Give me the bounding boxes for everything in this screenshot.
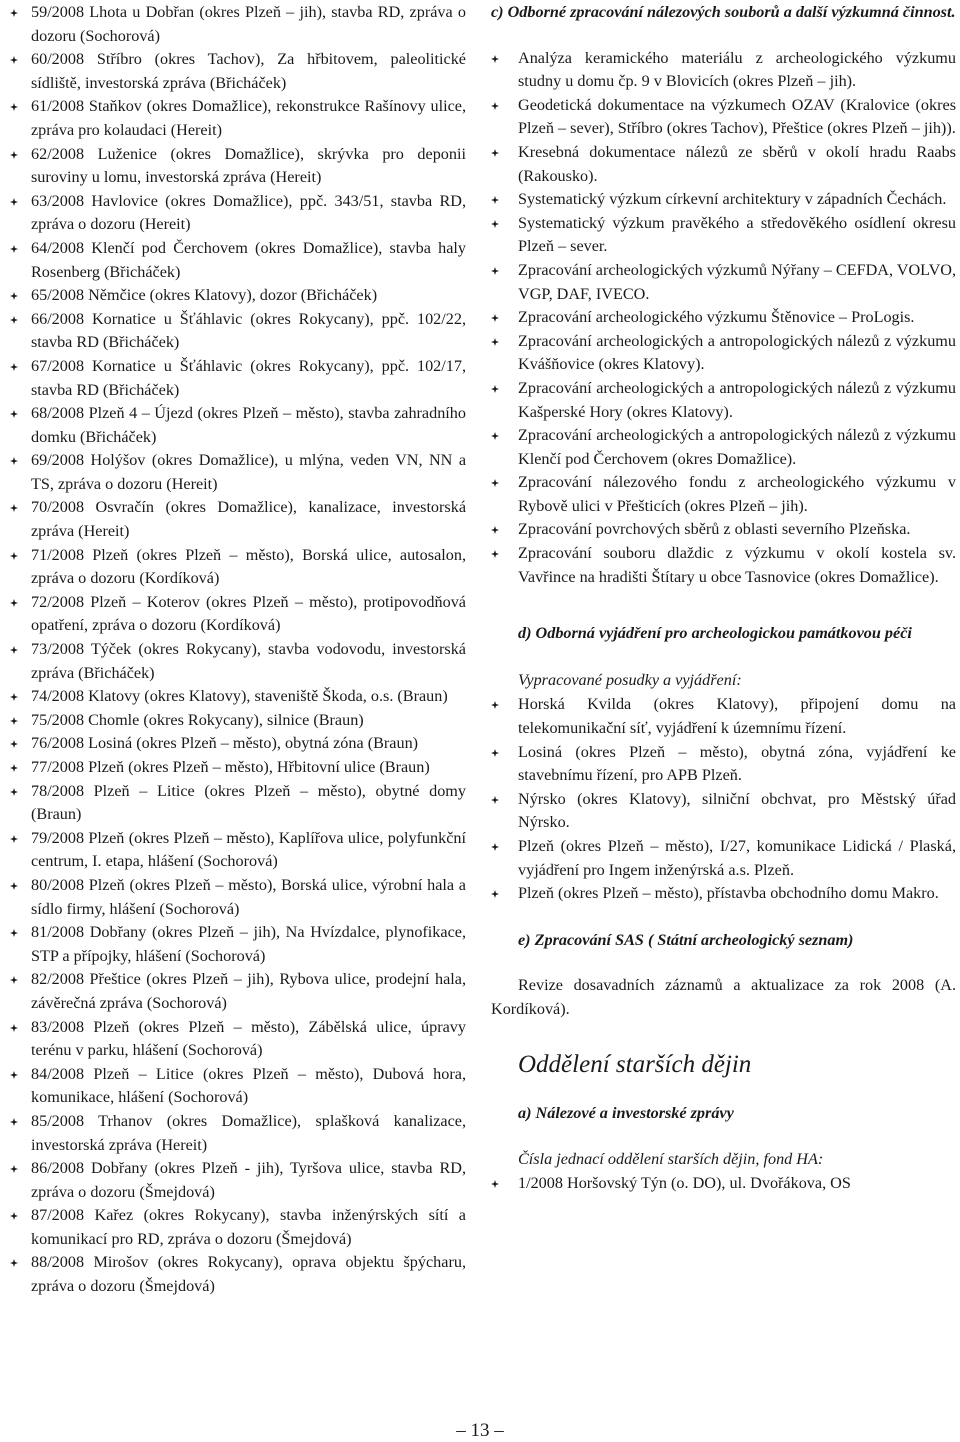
- list-item: [491, 47, 956, 94]
- list-item-text: Zpracování archeologických a antropologických nálezů z výzkumu Klenčí pod Čerchovem (okres Domažlice).: [518, 426, 956, 468]
- list-item-text: 1/2008 Horšovský Týn (o. DO), ul. Dvořákova, OS: [518, 1173, 851, 1192]
- list-item-text: 73/2008 Týček (okres Rokycany), stavba vodovodu, investorská zpráva (Břicháček): [31, 640, 466, 682]
- bullet-icon: [491, 338, 499, 346]
- list-item: [10, 756, 466, 780]
- bullet-icon: [10, 788, 18, 796]
- bullet-icon: [10, 292, 18, 300]
- section-e-text: Revize dosavadních záznamů a aktualizace za rok 2008 (A. Kordíková).: [491, 976, 956, 1018]
- list-item: [10, 1157, 466, 1204]
- section-d-subtitle: Vypracované posudky a vyjádření:: [518, 670, 742, 689]
- section-e-title: e) Zpracování SAS ( Státní archeologický seznam): [518, 930, 854, 949]
- list-item: [491, 1172, 956, 1196]
- list-item-text: 64/2008 Klenčí pod Čerchovem (okres Domažlice), stavba haly Rosenberg (Břicháček): [31, 238, 466, 281]
- list-item: [10, 1, 466, 48]
- list-item: [10, 1110, 466, 1157]
- bullet-icon: [10, 198, 18, 206]
- list-item-text: Zpracování povrchových sběrů z oblasti severního Plzeňska.: [518, 520, 911, 539]
- list-item-text: Geodetická dokumentace na výzkumech OZAV (Kralovice (okres Plzeň – sever), Stříbro (okres Tachov), Přeštice (okres Plzeň – jih)).: [518, 95, 956, 138]
- list-item: [10, 544, 466, 591]
- list-item: [10, 1251, 466, 1298]
- list-item-text: 59/2008 Lhota u Dobřan (okres Plzeň – jih), stavba RD, zpráva o dozoru (Sochorová): [31, 3, 466, 45]
- list-item: [10, 190, 466, 237]
- list-item-text: Zpracování archeologických a antropologických nálezů z výzkumu Kvášňovice (okres Klatovy).: [518, 331, 956, 374]
- list-item-text: 65/2008 Němčice (okres Klatovy), dozor (Břicháček): [31, 286, 378, 305]
- list-item: [10, 355, 466, 402]
- bullet-icon: [10, 103, 18, 111]
- section-a-list: [491, 1172, 956, 1196]
- bullet-icon: [10, 1071, 18, 1079]
- section-c-list: [491, 47, 956, 590]
- list-item-text: 62/2008 Luženice (okres Domažlice), skrývka pro deponii suroviny u lomu, investorská zpráva (Hereit): [31, 144, 466, 187]
- list-item-text: 83/2008 Plzeň (okres Plzeň – město), Zábělská ulice, úpravy terénu v parku, hlášení (Sochorová): [31, 1017, 466, 1060]
- bullet-icon: [491, 749, 499, 757]
- list-item-text: 66/2008 Kornatice u Šťáhlavic (okres Rokycany), ppč. 102/22, stavba RD (Břicháček): [31, 309, 466, 352]
- list-item: [491, 542, 956, 589]
- bullet-icon: [10, 882, 18, 890]
- bullet-icon: [491, 796, 499, 804]
- bullet-icon: [10, 56, 18, 64]
- section-a-subtitle: Čísla jednací oddělení starších dějin, fond HA:: [518, 1150, 824, 1169]
- list-item: [10, 237, 466, 284]
- list-item: [491, 835, 956, 882]
- list-item: [10, 143, 466, 190]
- list-item: [10, 48, 466, 95]
- bullet-icon: [491, 701, 499, 709]
- bullet-icon: [10, 1024, 18, 1032]
- list-item: [10, 780, 466, 827]
- bullet-icon: [10, 764, 18, 772]
- bullet-icon: [10, 245, 18, 253]
- section-a-title: a) Nálezové a investorské zprávy: [518, 1103, 734, 1122]
- list-item: [491, 882, 956, 906]
- list-item-text: 84/2008 Plzeň – Litice (okres Plzeň – město), Dubová hora, komunikace, hlášení (Sochorová): [31, 1064, 466, 1107]
- bullet-icon: [491, 843, 499, 851]
- list-item: [491, 788, 956, 835]
- list-item: [10, 968, 466, 1015]
- list-item: [491, 94, 956, 141]
- bullet-icon: [491, 55, 499, 63]
- bullet-icon: [10, 646, 18, 654]
- list-item: [10, 921, 466, 968]
- list-item: [10, 284, 466, 308]
- bullet-icon: [10, 151, 18, 159]
- list-item-text: 68/2008 Plzeň 4 – Újezd (okres Plzeň – město), stavba zahradního domku (Břicháček): [31, 404, 466, 446]
- list-item-text: 82/2008 Přeštice (okres Plzeň – jih), Rybova ulice, prodejní hala, závěrečná zpráva (Sochorová): [31, 970, 466, 1012]
- list-item-text: 76/2008 Losiná (okres Plzeň – město), obytná zóna (Braun): [31, 734, 419, 753]
- list-item-text: 77/2008 Plzeň (okres Plzeň – město), Hřbitovní ulice (Braun): [31, 758, 430, 776]
- list-item: [10, 1016, 466, 1063]
- bullet-icon: [491, 102, 499, 110]
- list-item: [491, 377, 956, 424]
- list-item-text: Losiná (okres Plzeň – město), obytná zóna, vyjádření ke stavebnímu řízení, pro APB Plzeň.: [518, 742, 956, 785]
- bullet-icon: [491, 267, 499, 275]
- bullet-icon: [10, 599, 18, 607]
- list-item-text: 85/2008 Trhanov (okres Domažlice), splašková kanalizace, investorská zpráva (Hereit): [31, 1111, 466, 1154]
- right-column: [491, 0, 956, 1195]
- list-item-text: 74/2008 Klatovy (okres Klatovy), staveniště Škoda, o.s. (Braun): [31, 687, 448, 706]
- list-item-text: Plzeň (okres Plzeň – město), I/27, komunikace Lidická / Plaská, vyjádření pro Ingem inženýrská a.s. Plzeň.: [518, 837, 956, 879]
- list-item: [10, 496, 466, 543]
- list-item-text: 80/2008 Plzeň (okres Plzeň – město), Borská ulice, výrobní hala a sídlo firmy, hlášení (Sochorová): [31, 875, 466, 918]
- section-d-title: d) Odborná vyjádření pro archeologickou památkovou péči: [518, 624, 912, 643]
- list-item: [10, 732, 466, 756]
- bullet-icon: [491, 220, 499, 228]
- list-item-text: Horská Kvilda (okres Klatovy), připojení domu na telekomunikační síť, vyjádření k územnímu řízení.: [518, 695, 956, 738]
- bullet-icon: [10, 552, 18, 560]
- list-item-text: Analýza keramického materiálu z archeologického výzkumu studny u domu čp. 9 v Blovicích (okres Plzeň – jih).: [518, 48, 956, 91]
- bullet-icon: [10, 410, 18, 418]
- list-item: [491, 306, 956, 330]
- bullet-icon: [491, 890, 499, 898]
- bullet-icon: [491, 385, 499, 393]
- bullet-icon: [10, 363, 18, 371]
- list-item: [491, 212, 956, 259]
- bullet-icon: [10, 1212, 18, 1220]
- bullet-icon: [491, 479, 499, 487]
- list-item-text: 78/2008 Plzeň – Litice (okres Plzeň – město), obytné domy (Braun): [31, 781, 466, 824]
- bullet-icon: [491, 550, 499, 558]
- list-item-text: 70/2008 Osvračín (okres Domažlice), kanalizace, investorská zpráva (Hereit): [31, 498, 466, 541]
- list-item: [10, 1063, 466, 1110]
- list-item-text: 86/2008 Dobřany (okres Plzeň - jih), Tyršova ulice, stavba RD, zpráva o dozoru (Šmejdová): [31, 1159, 466, 1201]
- list-item: [491, 741, 956, 788]
- list-item-text: 87/2008 Kařez (okres Rokycany), stavba inženýrských sítí a komunikací pro RD, zpráva o dozoru (Šmejdová): [31, 1206, 466, 1248]
- list-item: [10, 827, 466, 874]
- list-item-text: 63/2008 Havlovice (okres Domažlice), ppč. 343/51, stavba RD, zpráva o dozoru (Hereit): [31, 191, 466, 234]
- department-title: Oddělení starších dějin: [518, 1050, 752, 1078]
- bullet-icon: [10, 457, 18, 465]
- bullet-icon: [10, 976, 18, 984]
- bullet-icon: [10, 316, 18, 324]
- section-d-list: [491, 693, 956, 905]
- list-item: [10, 1204, 466, 1251]
- list-item: [491, 141, 956, 188]
- bullet-icon: [10, 1259, 18, 1267]
- list-item: [491, 330, 956, 377]
- list-item-text: Zpracování archeologického výzkumu Štěnovice – ProLogis.: [518, 308, 915, 327]
- list-item-text: 71/2008 Plzeň (okres Plzeň – město), Borská ulice, autosalon, zpráva o dozoru (Kordíková): [31, 545, 466, 588]
- list-item-text: 61/2008 Staňkov (okres Domažlice), rekonstrukce Rašínovy ulice, zpráva pro kolaudaci (Hereit): [31, 97, 466, 139]
- list-item: [491, 259, 956, 306]
- bullet-icon: [10, 693, 18, 701]
- list-item-text: 69/2008 Holýšov (okres Domažlice), u mlýna, veden VN, NN a TS, zpráva o dozoru (Hereit): [31, 451, 466, 493]
- list-item: [10, 709, 466, 733]
- bullet-icon: [10, 717, 18, 725]
- bullet-icon: [10, 1165, 18, 1173]
- bullet-icon: [491, 432, 499, 440]
- bullet-icon: [10, 929, 18, 937]
- list-item: [491, 188, 956, 212]
- list-item-text: Systematický výzkum pravěkého a středověkého osídlení okresu Plzeň – sever.: [518, 213, 956, 256]
- list-item-text: Plzeň (okres Plzeň – město), přístavba obchodního domu Makro.: [518, 884, 939, 903]
- list-item: [10, 638, 466, 685]
- bullet-icon: [10, 504, 18, 512]
- list-item-text: Zpracování souboru dlaždic z výzkumu v okolí kostela sv. Vavřince na hradišti Štítary u obce Tasnovice (okres Domažlice).: [518, 544, 956, 586]
- section-c-title: c) Odborné zpracování nálezových souborů a další výzkumná činnost.: [491, 3, 956, 21]
- bullet-icon: [10, 9, 18, 17]
- list-item: [491, 518, 956, 542]
- list-item: [10, 685, 466, 709]
- list-item-text: 67/2008 Kornatice u Šťáhlavic (okres Rokycany), ppč. 102/17, stavba RD (Břicháček): [31, 356, 466, 399]
- list-item: [491, 424, 956, 471]
- list-item-text: 60/2008 Stříbro (okres Tachov), Za hřbitovem, paleolitické sídliště, investorská zpráva (Břicháček): [31, 50, 466, 92]
- bullet-icon: [10, 740, 18, 748]
- bullet-icon: [491, 314, 499, 322]
- list-item: [491, 693, 956, 740]
- list-item-text: 79/2008 Plzeň (okres Plzeň – město), Kaplířova ulice, polyfunkční centrum, I. etapa, hlášení (Sochorová): [31, 828, 466, 871]
- list-item-text: Zpracování nálezového fondu z archeologického výzkumu v Rybově ulici v Přešticích (okres Plzeň – jih).: [518, 473, 956, 515]
- bullet-icon: [491, 1180, 499, 1188]
- bullet-icon: [491, 149, 499, 157]
- bullet-icon: [10, 1118, 18, 1126]
- list-item-text: 75/2008 Chomle (okres Rokycany), silnice (Braun): [31, 710, 364, 729]
- list-item: [10, 874, 466, 921]
- list-item: [10, 449, 466, 496]
- list-item-text: 88/2008 Mirošov (okres Rokycany), oprava objektu špýcharu, zpráva o dozoru (Šmejdová): [31, 1253, 466, 1296]
- bullet-icon: [491, 196, 499, 204]
- report-list: [10, 1, 466, 1299]
- list-item: [10, 308, 466, 355]
- bullet-icon: [491, 526, 499, 534]
- list-item: [10, 402, 466, 449]
- list-item: [10, 591, 466, 638]
- bullet-icon: [10, 835, 18, 843]
- list-item-text: 81/2008 Dobřany (okres Plzeň – jih), Na Hvízdalce, plynofikace, STP a přípojky, hlášení (Sochorová): [31, 923, 466, 965]
- list-item-text: Zpracování archeologických a antropologických nálezů z výzkumu Kašperské Hory (okres Klatovy).: [518, 378, 956, 421]
- list-item-text: Systematický výzkum církevní architektury v západních Čechách.: [518, 190, 947, 209]
- page-number: – 13 –: [456, 1420, 504, 1441]
- list-item: [10, 95, 466, 142]
- list-item-text: Kresebná dokumentace nálezů ze sběrů v okolí hradu Raabs (Rakousko).: [518, 142, 956, 185]
- list-item-text: Nýrsko (okres Klatovy), silniční obchvat, pro Městský úřad Nýrsko.: [518, 789, 956, 832]
- list-item-text: 72/2008 Plzeň – Koterov (okres Plzeň – město), protipovodňová opatření, zpráva o dozoru (Kordíková): [31, 592, 466, 635]
- left-column: [10, 0, 466, 1299]
- list-item-text: Zpracování archeologických výzkumů Nýřany – CEFDA, VOLVO, VGP, DAF, IVECO.: [518, 260, 956, 303]
- list-item: [491, 471, 956, 518]
